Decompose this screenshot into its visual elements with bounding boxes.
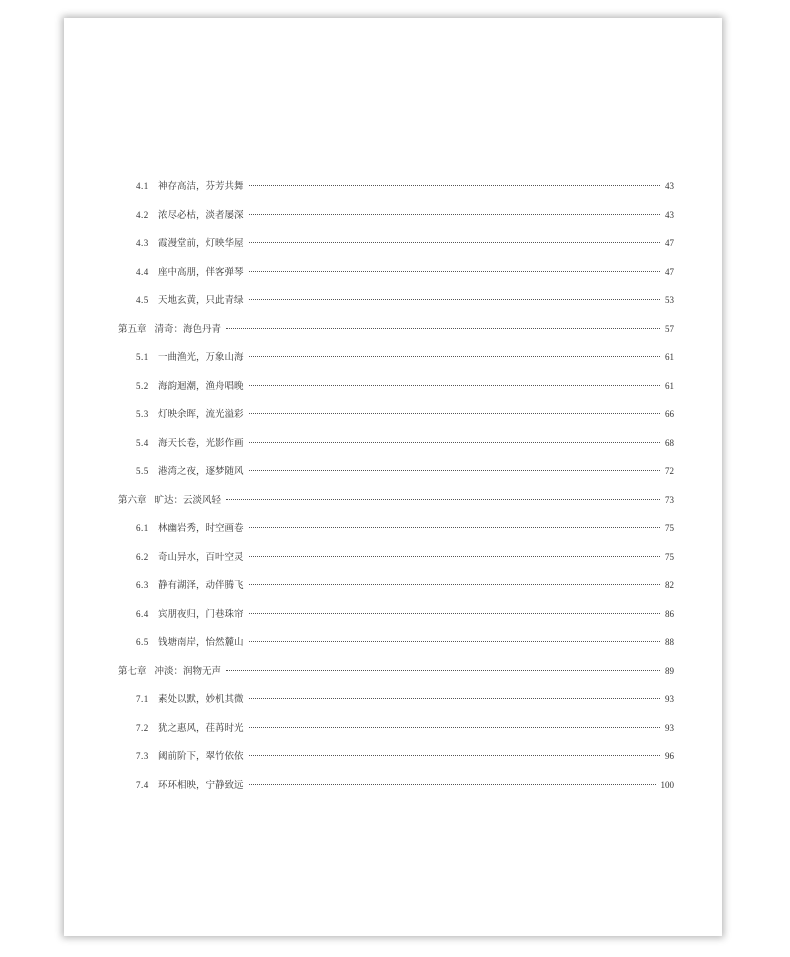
section-number: 7.3: [136, 751, 149, 761]
entry-title: 奇山异水，百叶空灵: [158, 551, 244, 563]
toc-section-entry[interactable]: [118, 291, 674, 320]
section-number: 7.4: [136, 779, 149, 790]
dot-leader: [249, 526, 660, 528]
page-number: 57: [665, 323, 674, 334]
section-number: 4.2: [136, 209, 149, 220]
dot-leader: [249, 412, 660, 414]
dot-leader: [249, 241, 660, 243]
entry-title: 旷达：云淡风轻: [154, 494, 222, 506]
toc-section-entry[interactable]: [118, 690, 674, 719]
table-of-contents: [118, 177, 674, 804]
toc-section-entry[interactable]: [118, 576, 674, 605]
entry-title: 港湾之夜，逐梦随风: [158, 466, 244, 477]
page-number: 93: [665, 694, 674, 704]
entry-title: 浓尽必枯，淡者屡深: [158, 209, 244, 221]
dot-leader: [249, 697, 660, 699]
dot-leader: [249, 384, 660, 386]
section-number: 4.5: [136, 295, 149, 305]
section-number: 5.2: [136, 380, 149, 391]
toc-section-entry[interactable]: [118, 519, 674, 548]
entry-title: 钱塘南岸，怡然麓山: [158, 637, 244, 648]
dot-leader: [249, 612, 660, 614]
entry-title: 天地玄黄，只此青绿: [158, 295, 244, 306]
entry-title: 犹之惠风，荏苒时光: [158, 722, 244, 734]
toc-section-entry[interactable]: [118, 633, 674, 662]
toc-section-entry[interactable]: [118, 719, 674, 748]
page-number: 100: [660, 779, 674, 790]
entry-title: 阈前阶下，翠竹依依: [158, 751, 244, 762]
page-number: 61: [665, 380, 674, 391]
toc-section-entry[interactable]: [118, 434, 674, 463]
dot-leader: [249, 640, 660, 642]
page-number: 66: [665, 409, 674, 419]
entry-title: 宾朋夜归，门巷珠帘: [158, 608, 244, 620]
section-number: 4.4: [136, 266, 149, 277]
entry-title: 灯映余晖，流光溢彩: [158, 409, 244, 420]
page-number: 61: [665, 352, 674, 362]
section-number: 6.5: [136, 637, 149, 647]
toc-chapter-entry[interactable]: [118, 320, 674, 349]
toc-section-entry[interactable]: [118, 605, 674, 634]
toc-section-entry[interactable]: [118, 747, 674, 776]
chapter-label: 第五章: [118, 323, 147, 335]
section-number: 5.1: [136, 352, 149, 362]
page-number: 43: [665, 181, 674, 191]
section-number: 5.4: [136, 437, 149, 448]
section-number: 4.1: [136, 181, 149, 191]
section-number: 7.1: [136, 694, 149, 704]
dot-leader: [249, 583, 660, 585]
toc-section-entry[interactable]: [118, 548, 674, 577]
entry-title: 海天长卷，光影作画: [158, 437, 244, 449]
page-number: 88: [665, 637, 674, 647]
entry-title: 座中高朋，伴客弹琴: [158, 266, 244, 278]
toc-section-entry[interactable]: [118, 348, 674, 377]
dot-leader: [249, 783, 656, 785]
dot-leader: [249, 270, 660, 272]
toc-section-entry[interactable]: [118, 234, 674, 263]
entry-title: 静有湖泽，动伴腾飞: [158, 580, 244, 591]
entry-title: 林幽岩秀，时空画卷: [158, 523, 244, 534]
section-number: 6.2: [136, 551, 149, 562]
page-number: 96: [665, 751, 674, 761]
toc-chapter-entry[interactable]: [118, 491, 674, 520]
dot-leader: [226, 327, 660, 329]
toc-section-entry[interactable]: [118, 377, 674, 406]
page-number: 68: [665, 437, 674, 448]
toc-section-entry[interactable]: [118, 405, 674, 434]
section-number: 6.3: [136, 580, 149, 590]
toc-chapter-entry[interactable]: [118, 662, 674, 691]
dot-leader: [249, 355, 660, 357]
dot-leader: [249, 441, 660, 443]
section-number: 4.3: [136, 238, 149, 248]
dot-leader: [226, 498, 660, 500]
dot-leader: [249, 184, 660, 186]
entry-title: 海韵迴潮，渔舟唱晚: [158, 380, 244, 392]
toc-section-entry[interactable]: [118, 462, 674, 491]
toc-section-entry[interactable]: [118, 177, 674, 206]
dot-leader: [249, 298, 660, 300]
entry-title: 一曲渔光，万象山海: [158, 352, 244, 363]
page-number: 75: [665, 523, 674, 533]
section-number: 6.1: [136, 523, 149, 533]
page-number: 93: [665, 722, 674, 733]
section-number: 7.2: [136, 722, 149, 733]
dot-leader: [226, 669, 660, 671]
section-number: 5.5: [136, 466, 149, 476]
entry-title: 清奇：海色丹青: [154, 323, 222, 335]
page-number: 89: [665, 665, 674, 676]
page-number: 73: [665, 494, 674, 505]
entry-title: 霞漫堂前，灯映华屋: [158, 238, 244, 249]
page-number: 72: [665, 466, 674, 476]
section-number: 6.4: [136, 608, 149, 619]
dot-leader: [249, 726, 660, 728]
page-number: 47: [665, 238, 674, 248]
entry-title: 环环相映，宁静致远: [158, 779, 244, 791]
page-number: 47: [665, 266, 674, 277]
toc-section-entry[interactable]: [118, 263, 674, 292]
page-number: 82: [665, 580, 674, 590]
dot-leader: [249, 754, 660, 756]
chapter-label: 第六章: [118, 494, 147, 506]
entry-title: 素处以默，妙机其微: [158, 694, 244, 705]
dot-leader: [249, 469, 660, 471]
dot-leader: [249, 213, 660, 215]
page-number: 53: [665, 295, 674, 305]
dot-leader: [249, 555, 660, 557]
page-number: 86: [665, 608, 674, 619]
toc-section-entry[interactable]: [118, 206, 674, 235]
page-number: 43: [665, 209, 674, 220]
entry-title: 冲淡：润物无声: [154, 665, 222, 677]
section-number: 5.3: [136, 409, 149, 419]
entry-title: 神存高洁，芬芳共舞: [158, 181, 244, 192]
page-number: 75: [665, 551, 674, 562]
toc-section-entry[interactable]: [118, 776, 674, 805]
chapter-label: 第七章: [118, 665, 147, 677]
